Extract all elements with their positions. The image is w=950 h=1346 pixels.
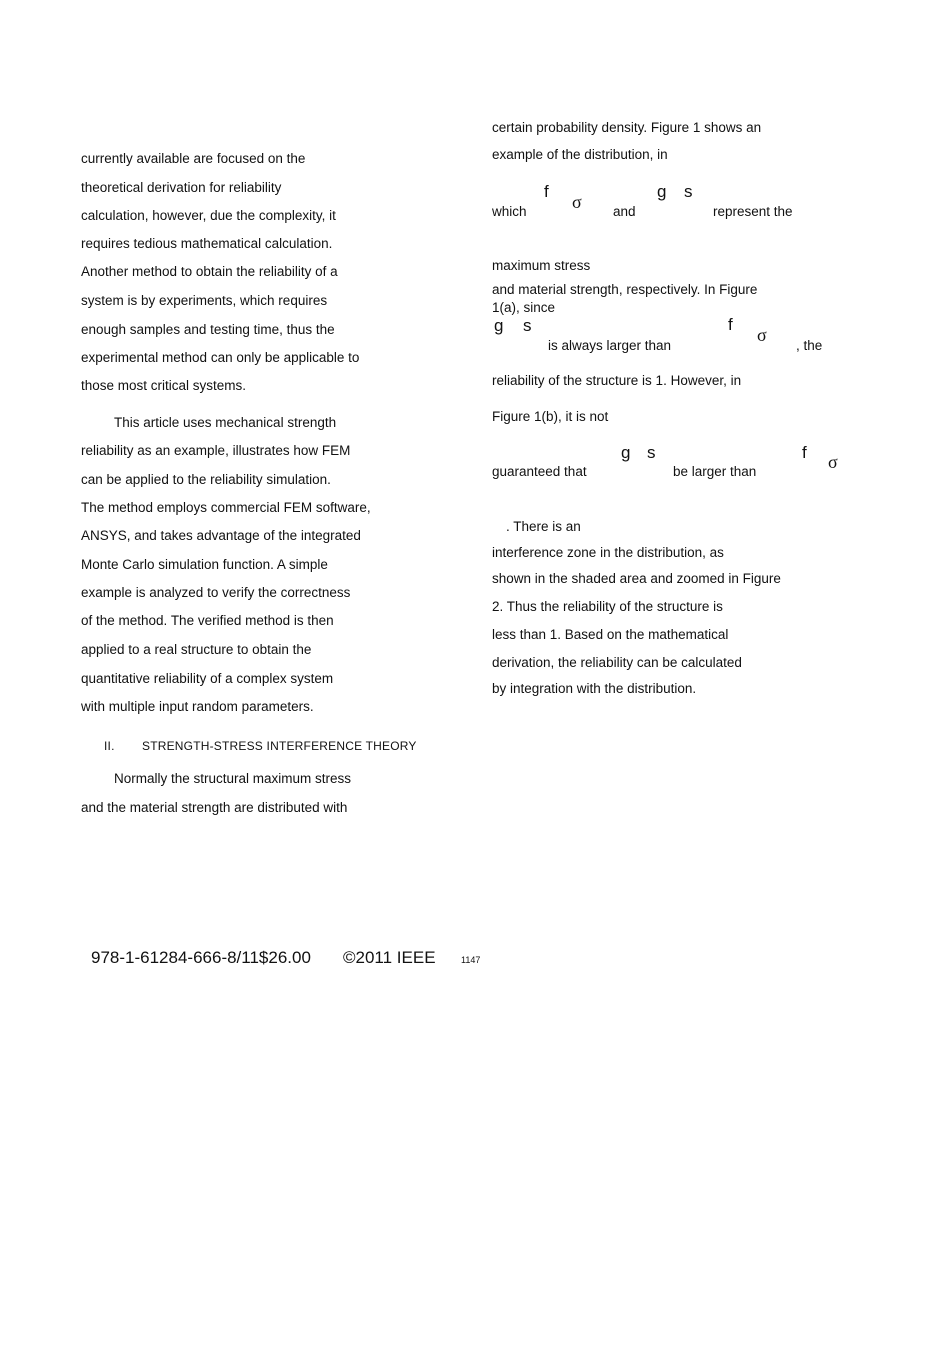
body-word: and — [613, 204, 636, 219]
symbol-sigma: σ — [572, 192, 582, 212]
body-line: reliability as an example, illustrates how FEM — [81, 443, 351, 458]
body-line: calculation, however, due the complexity, it — [81, 208, 336, 223]
body-word: guaranteed that — [492, 464, 587, 479]
body-line: shown in the shaded area and zoomed in Figure — [492, 571, 781, 586]
body-line: applied to a real structure to obtain the — [81, 642, 312, 657]
symbol-sigma: σ — [757, 325, 767, 345]
symbol-s: s — [647, 443, 656, 462]
isbn-price: 978-1-61284-666-8/11$26.00 — [91, 948, 311, 967]
body-line: requires tedious mathematical calculation. — [81, 236, 333, 251]
copyright: ©2011 IEEE — [343, 948, 436, 967]
symbol-f: f — [728, 315, 733, 334]
body-line: less than 1. Based on the mathematical — [492, 627, 729, 642]
body-line: example is analyzed to verify the correctness — [81, 585, 351, 600]
body-line: with multiple input random parameters. — [81, 699, 314, 714]
section-number: II. — [104, 739, 115, 753]
symbol-g: g — [621, 443, 631, 462]
body-word: be larger than — [673, 464, 757, 479]
body-line: certain probability density. Figure 1 shows an — [492, 120, 762, 135]
body-line: ANSYS, and takes advantage of the integrated — [81, 528, 361, 543]
body-line: Figure 1(b), it is not — [492, 409, 609, 424]
body-line: Monte Carlo simulation function. A simple — [81, 557, 328, 572]
body-line: example of the distribution, in — [492, 147, 668, 162]
body-line: can be applied to the reliability simulation. — [81, 472, 331, 487]
body-line: This article uses mechanical strength — [114, 415, 337, 430]
symbol-g: g — [657, 182, 667, 201]
body-word: which — [492, 204, 527, 219]
body-line: . There is an — [506, 519, 581, 534]
body-line: reliability of the structure is 1. However, in — [492, 373, 742, 388]
body-line: theoretical derivation for reliability — [81, 180, 282, 195]
body-line: and the material strength are distributed with — [81, 800, 348, 815]
body-line: system is by experiments, which requires — [81, 293, 328, 308]
section-title: STRENGTH-STRESS INTERFERENCE THEORY — [142, 739, 417, 753]
symbol-g: g — [494, 316, 504, 335]
body-word: , the — [796, 338, 823, 353]
body-line: 1(a), since — [492, 300, 556, 315]
symbol-s: s — [684, 182, 693, 201]
body-line: interference zone in the distribution, as — [492, 545, 724, 560]
body-word: represent the — [713, 204, 793, 219]
body-line: derivation, the reliability can be calculated — [492, 655, 742, 670]
symbol-sigma: σ — [828, 452, 838, 472]
body-line: Normally the structural maximum stress — [114, 771, 352, 786]
body-line: quantitative reliability of a complex system — [81, 671, 334, 686]
body-line: those most critical systems. — [81, 378, 247, 393]
page-number: 1147 — [461, 955, 481, 965]
body-line: The method employs commercial FEM software, — [81, 500, 371, 515]
body-line: currently available are focused on the — [81, 151, 306, 166]
symbol-f: f — [544, 182, 549, 201]
body-line: and material strength, respectively. In Figure — [492, 282, 758, 297]
body-line: 2. Thus the reliability of the structure is — [492, 599, 723, 614]
body-line: enough samples and testing time, thus the — [81, 322, 335, 337]
body-line: experimental method can only be applicable to — [81, 350, 360, 365]
symbol-f: f — [802, 443, 807, 462]
symbol-s: s — [523, 316, 532, 335]
body-line: maximum stress — [492, 258, 591, 273]
body-line: Another method to obtain the reliability of a — [81, 264, 338, 279]
body-line: of the method. The verified method is then — [81, 613, 334, 628]
body-line: by integration with the distribution. — [492, 681, 697, 696]
body-word: is always larger than — [548, 338, 672, 353]
